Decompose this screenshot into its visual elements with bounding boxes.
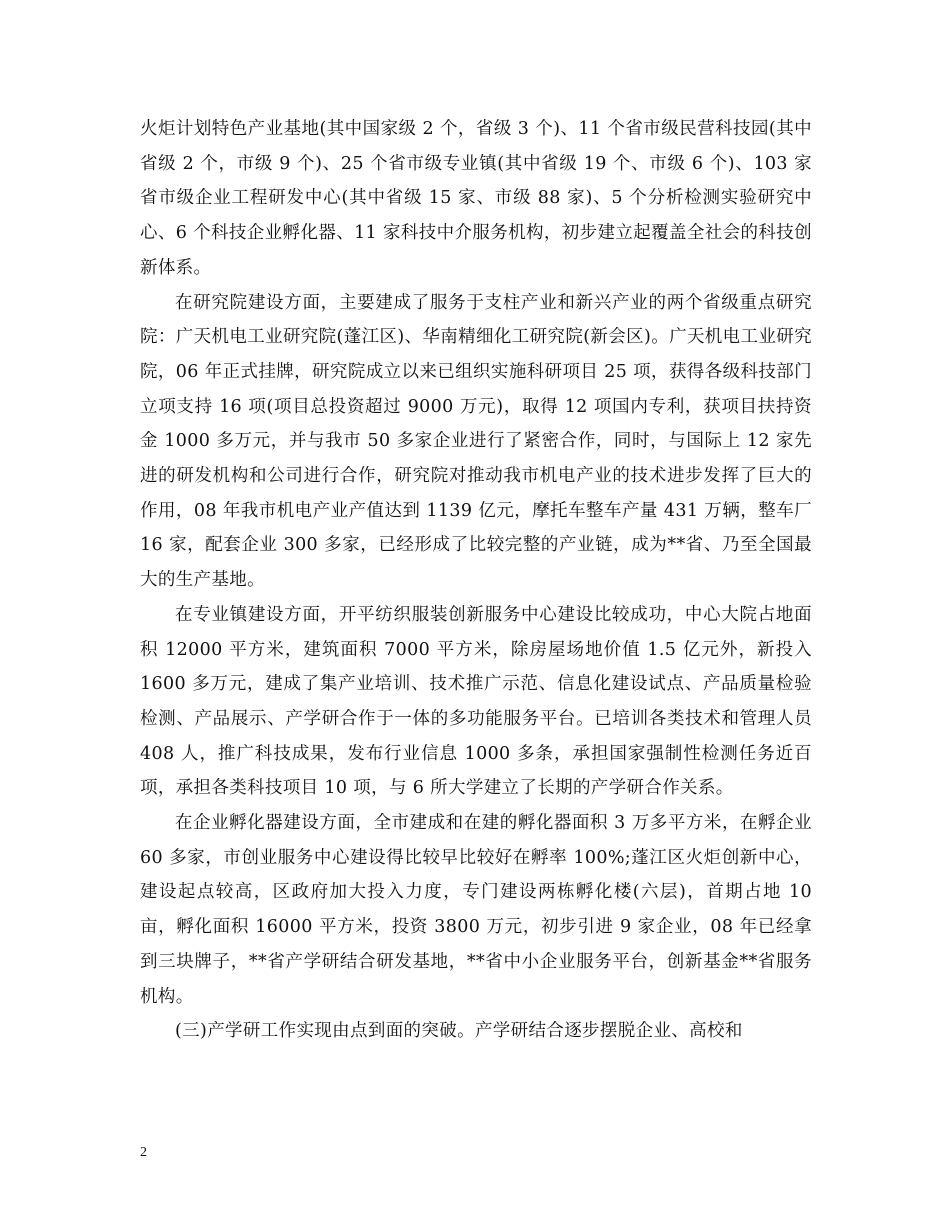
paragraph-3: 在专业镇建设方面，开平纺织服装创新服务中心建设比较成功，中心大院占地面积 12000 平方米，建筑面积 7000 平方米，除房屋场地价值 1.5 亿元外，新投入 1600 多万元，建成了集产业培训、技术推广示范、信息化建设试点、产品质量检验检测、产品展示、产学研合作于一体的多功能服务平台。已培训各类技术和管理人员 408 人，推广科技成果，发布行业信息 1000 多条，承担国家强制性检测任务近百项，承担各类科技项目 10 项，与 6 所大学建立了长期的产学研合作关系。 <box>140 604 812 799</box>
paragraph-5: (三)产学研工作实现由点到面的突破。产学研结合逐步摆脱企业、高校和 <box>175 1021 743 1042</box>
page-number: 2 <box>140 1145 147 1160</box>
paragraph-4: 在企业孵化器建设方面，全市建成和在建的孵化器面积 3 万多平方米，在孵企业 60 多家，市创业服务中心建设得比较早比较好在孵率 100%;蓬江区火炬创新中心，建设起点较高，区政府加大投入力度，专门建设两栋孵化楼(六层)，首期占地 10 亩，孵化面积 16000 平方米，投资 3800 万元，初步引进 9 家企业，08 年已经拿到三块牌子，**省产学研结合研发基地，**省中小企业服务平台，创新基金**省服务机构。 <box>140 813 812 1007</box>
paragraph-2: 在研究院建设方面，主要建成了服务于支柱产业和新兴产业的两个省级重点研究院：广天机电工业研究院(蓬江区)、华南精细化工研究院(新会区)。广天机电工业研究院，06 年正式挂牌，研究院成立以来已组织实施科研项目 25 项，获得各级科技部门立项支持 16 项(项目总投资超过 9000 万元)，取得 12 项国内专利，获项目扶持资金 1000 多万元，并与我市 50 多家企业进行了紧密合作，同时，与国际上 12 家先进的研发机构和公司进行合作，研究院对推动我市机电产业的技术进步发挥了巨大的作用，08 年我市机电产业产值达到 1139 亿元，摩托车整车产量 431 万辆，整车厂 16 家，配套企业 300 多家，已经形成了比较完整的产业链，成为**省、乃至全国最大的生产基地。 <box>140 292 812 591</box>
document-body <box>140 112 812 1049</box>
paragraph-1: 火炬计划特色产业基地(其中国家级 2 个，省级 3 个)、11 个省市级民营科技园(其中省级 2 个，市级 9 个)、25 个省市级专业镇(其中省级 19 个、市级 6 个)、103 家省市级企业工程研发中心(其中省级 15 家、市级 88 家)、5 个分析检测实验研究中心、6 个科技企业孵化器、11 家科技中介服务机构，初步建立起覆盖全社会的科技创新体系。 <box>140 119 812 278</box>
